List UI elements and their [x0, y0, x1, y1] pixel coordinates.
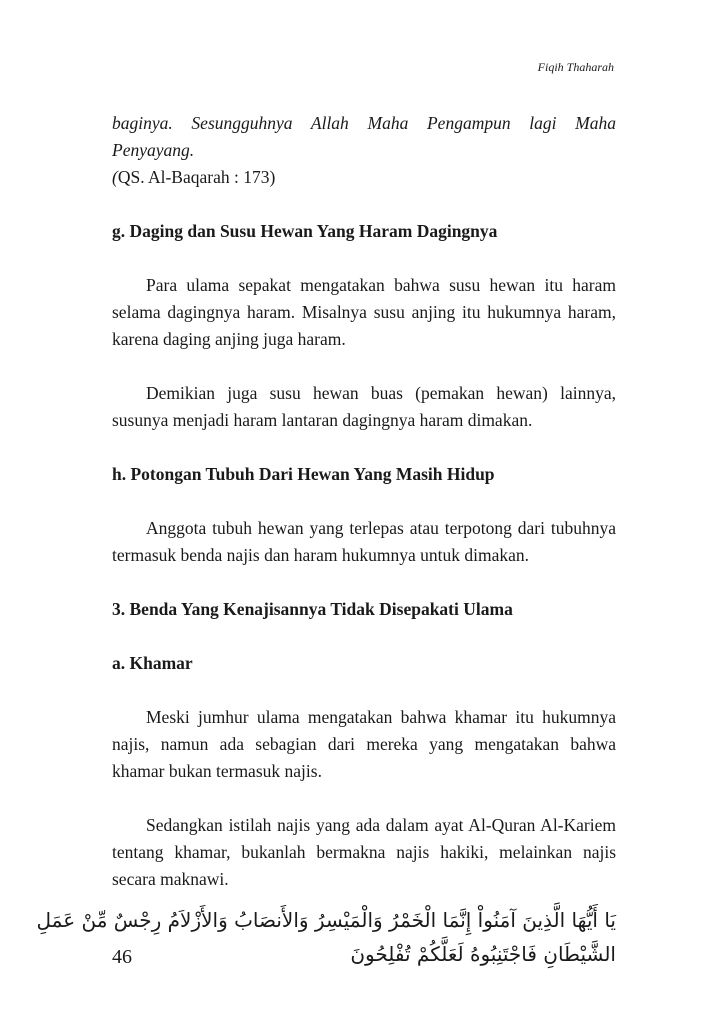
arabic-verse-line-2: الشَّيْطَانِ فَاجْتَنِبُوهُ لَعَلَّكُمْ تُفْلِحُونَ — [350, 942, 616, 966]
reference-open-paren: ( — [112, 167, 118, 187]
arabic-verse-line-1: يَا أَيُّهَا الَّذِينَ آمَنُواْ إِنَّمَا الْخَمْرُ وَالْمَيْسِرُ وَالأَنصَابُ وَالأَزْلاَمُ رِجْسٌ مِّنْ عَمَلِ — [36, 908, 616, 932]
arabic-verse — [36, 903, 616, 971]
running-header: Fiqih Thaharah — [537, 60, 614, 74]
heading-section-3: 3. Benda Yang Kenajisannya Tidak Disepakati Ulama — [112, 599, 513, 619]
heading-section-a: a. Khamar — [112, 653, 193, 673]
section-g-paragraph-1: Para ulama sepakat mengatakan bahwa susu hewan itu haram selama dagingnya haram. Misalnya susu anjing itu hukumnya haram, karena daging anjing juga haram. — [112, 275, 616, 349]
heading-section-g: g. Daging dan Susu Hewan Yang Haram Dagingnya — [112, 221, 498, 241]
intro-italic-text: baginya. Sesungguhnya Allah Maha Pengampun lagi Maha Penyayang. — [112, 113, 616, 160]
page-number: 46 — [112, 946, 132, 968]
section-a-paragraph-2: Sedangkan istilah najis yang ada dalam ayat Al-Quran Al-Kariem tentang khamar, bukanlah bermakna najis hakiki, melainkan najis secara maknawi. — [112, 815, 616, 889]
heading-section-h: h. Potongan Tubuh Dari Hewan Yang Masih Hidup — [112, 464, 495, 484]
section-a-paragraph-1: Meski jumhur ulama mengatakan bahwa khamar itu hukumnya najis, namun ada sebagian dari mereka yang mengatakan bahwa khamar bukan termasuk najis. — [112, 707, 616, 781]
intro-paragraph — [112, 110, 616, 191]
section-g-paragraph-2: Demikian juga susu hewan buas (pemakan hewan) lainnya, susunya menjadi haram lantaran dagingnya haram dimakan. — [112, 383, 616, 430]
quran-reference: QS. Al-Baqarah : 173) — [117, 167, 276, 187]
section-h-paragraph-1: Anggota tubuh hewan yang terlepas atau terpotong dari tubuhnya termasuk benda najis dan haram hukumnya untuk dimakan. — [112, 518, 616, 565]
page-body — [36, 110, 616, 971]
